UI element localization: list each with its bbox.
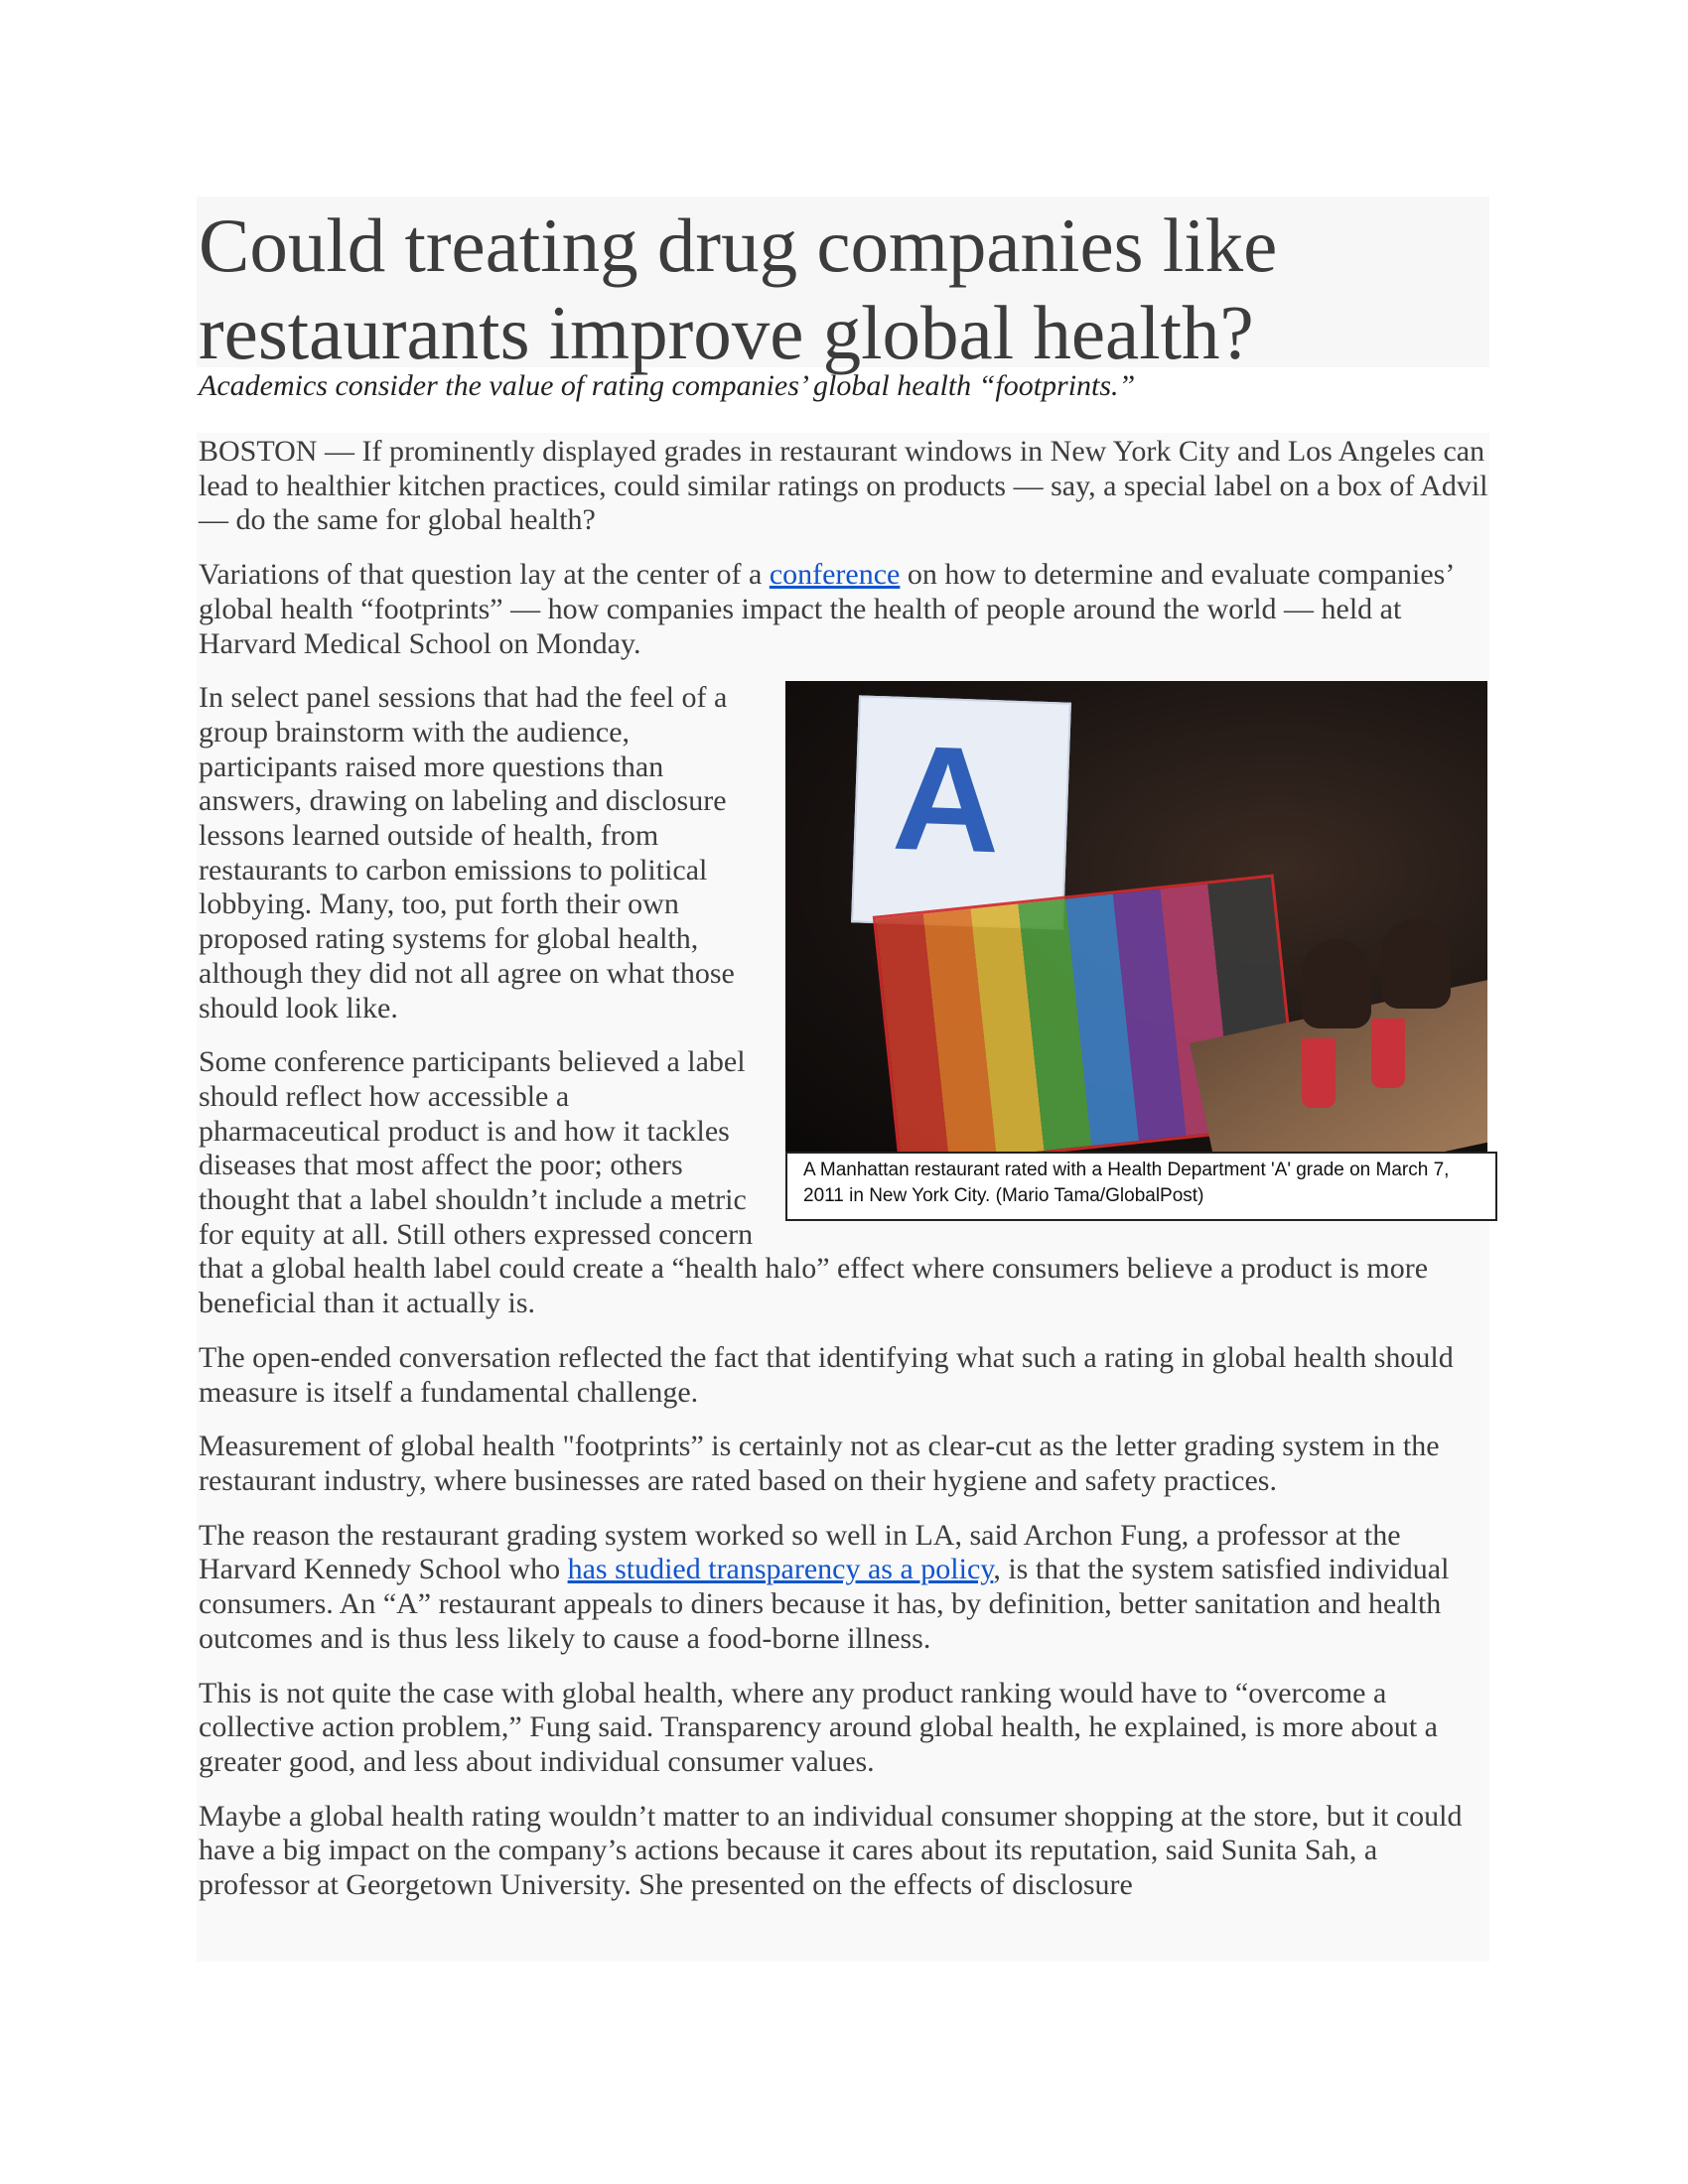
paragraph-2-before: Variations of that question lay at the center of a <box>199 558 770 592</box>
paragraph-2 <box>199 558 1489 661</box>
article-subheadline: Academics consider the value of rating companies’ global health “footprints.” <box>199 369 1136 402</box>
photo-caption: A Manhattan restaurant rated with a Health Department 'A' grade on March 7, 2011 in New York City. (Mario Tama/GlobalPost) <box>785 1152 1497 1221</box>
conference-link[interactable]: conference <box>769 558 901 592</box>
paragraph-7-after: , is that the system satisfied individual consumers. An “A” restaurant appeals to diners because it has, by definition, better sanitation and health outcomes and is thus less likely to cause a food-borne illness. <box>199 1553 1450 1655</box>
paragraph-3: In select panel sessions that had the feel of a group brainstorm with the audience, participants raised more questions than answers, drawing on labeling and disclosure lessons learned outside of health, from restaurants to carbon emissions to political lobbying. Many, too, put forth their own proposed rating systems for global health, although they did not all agree on what those should look like. <box>199 681 735 1024</box>
paragraph-7 <box>199 1519 1489 1657</box>
paragraph-2-after: on how to determine and evaluate companies’ global health “footprints” — how companies impact the health of people around the world — held at Harvard Medical School on Monday. <box>199 558 1454 660</box>
paragraph-5: The open-ended conversation reflected the fact that identifying what such a rating in global health should measure is itself a fundamental challenge. <box>199 1340 1454 1409</box>
paragraph-7-before: The reason the restaurant grading system worked so well in LA, said Archon Fung, a professor at the Harvard Kennedy School who <box>199 1518 1401 1586</box>
transparency-policy-link[interactable]: has studied transparency as a policy <box>567 1553 994 1586</box>
paragraph-8: This is not quite the case with global health, where any product ranking would have to “overcome a collective action problem,” Fung said. Transparency around global health, he explained, is more about a greater good, and less about individual consumer values. <box>199 1676 1438 1778</box>
paragraph-4: Some conference participants believed a label should reflect how accessible a pharmaceutical product is and how it tackles diseases that most affect the poor; others thought that a label shouldn’t include a metric for equity at all. Still others expressed concern that a global health label could create a “health halo” effect where consumers believe a product is more beneficial than it actually is. <box>199 1045 1429 1320</box>
paragraph-9: Maybe a global health rating wouldn’t matter to an individual consumer shopping at the store, but it could have a big impact on the company’s actions because it cares about its reputation, said Sunita Sah, a professor at Georgetown University. She presented on the effects of disclosure <box>199 1799 1463 1902</box>
grade-letter: A <box>890 713 1004 885</box>
restaurant-grade-photo <box>785 681 1487 1152</box>
article-headline: Could treating drug companies like restaurants improve global health? <box>199 203 1278 375</box>
paragraph-1: BOSTON — If prominently displayed grades in restaurant windows in New York City and Los Angeles can lead to healthier kitchen practices, could similar ratings on products — say, a special label on a box of Advil — do the same for global health? <box>199 435 1488 537</box>
drink-cup <box>1371 1019 1405 1088</box>
diner-figure <box>1302 939 1371 1028</box>
paragraph-6: Measurement of global health "footprints” is certainly not as clear-cut as the letter grading system in the restaurant industry, where businesses are rated based on their hygiene and safety practices. <box>199 1430 1440 1497</box>
drink-cup <box>1302 1038 1336 1108</box>
diner-figure <box>1381 919 1451 1009</box>
article-figure <box>785 681 1489 1221</box>
article-body <box>199 435 1489 1923</box>
grade-sign <box>851 696 1071 930</box>
